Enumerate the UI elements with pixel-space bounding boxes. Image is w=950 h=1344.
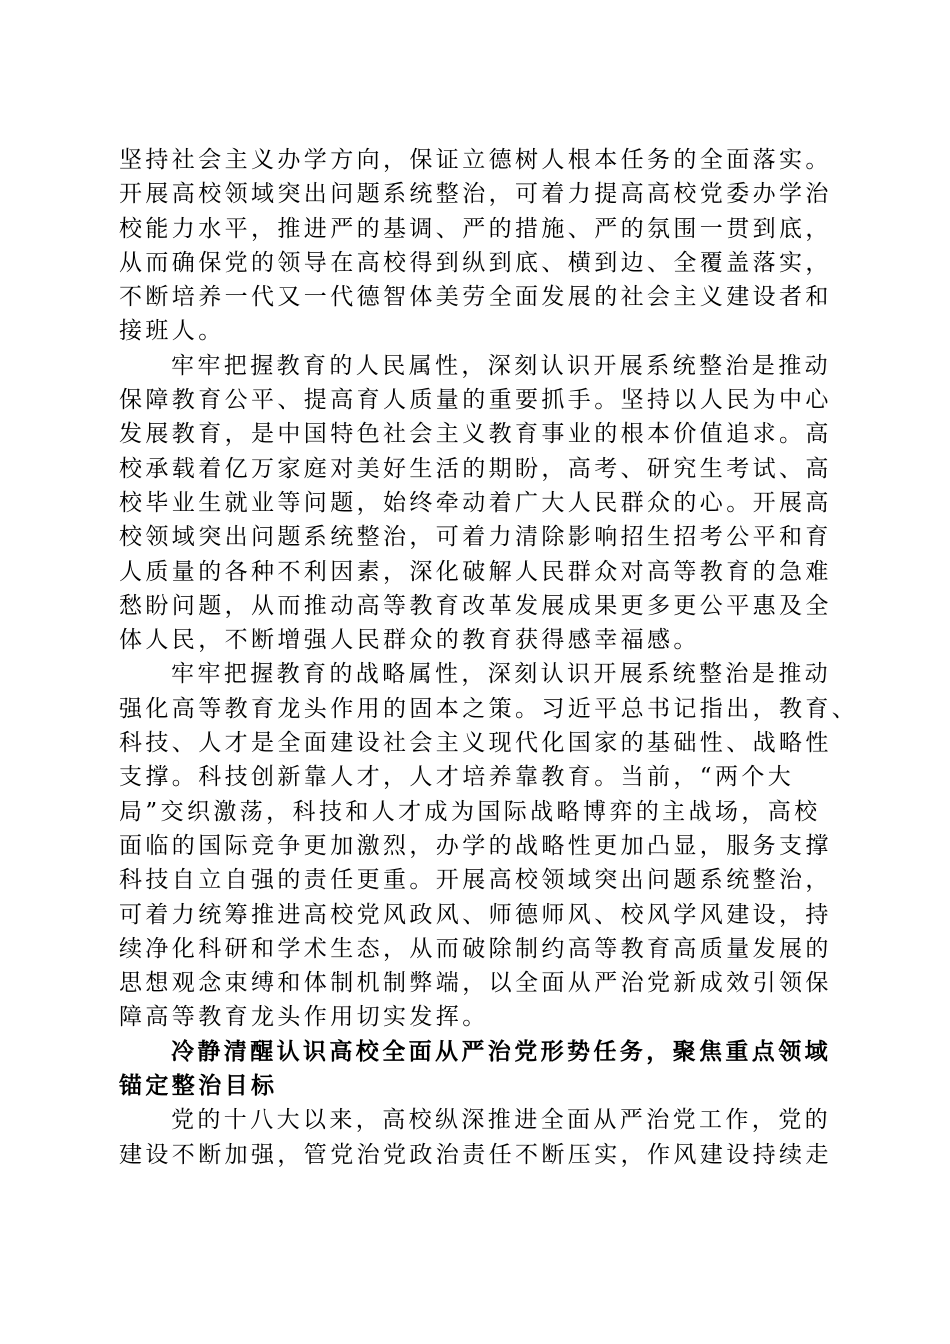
text-line: 牢牢把握教育的战略属性，深刻认识开展系统整治是推动 [171,661,831,688]
text-line: 强化高等教育龙头作用的固本之策。习近平总书记指出，教育、 [119,695,859,722]
text-line: 体人民，不断增强人民群众的教育获得感幸福感。 [119,627,700,654]
section-heading [119,1035,839,1104]
text-line: 校领域突出问题系统整治，可着力清除影响招生招考公平和育 [119,524,832,551]
text-line: 科技、人才是全面建设社会主义现代化国家的基础性、战略性 [119,730,832,757]
heading-line: 锚定整治目标 [119,1073,278,1100]
text-line: 校能力水平，推进严的基调、严的措施、严的氛围一贯到底， [119,215,832,242]
paragraph-3 [119,657,859,1034]
text-line: 可着力统筹推进高校党风政风、师德师风、校风学风建设，持 [119,901,832,928]
text-line: 校毕业生就业等问题，始终牵动着广大人民群众的心。开展高 [119,489,832,516]
text-line: 牢牢把握教育的人民属性，深刻认识开展系统整治是推动 [171,352,831,379]
text-line: 不断培养一代又一代德智体美劳全面发展的社会主义建设者和 [119,284,832,311]
document-body [119,143,859,1172]
text-line: 发展教育，是中国特色社会主义教育事业的根本价值追求。高 [119,421,832,448]
text-line: 坚持社会主义办学方向，保证立德树人根本任务的全面落实。 [119,147,832,173]
text-line: 愁盼问题，从而推动高等教育改革发展成果更多更公平惠及全 [119,592,832,619]
text-line: 支撑。科技创新靠人才，人才培养靠教育。当前，“两个大 [119,764,795,791]
text-line: 保障教育公平、提高育人质量的重要抓手。坚持以人民为中心 [119,387,832,414]
paragraph-1 [119,143,839,349]
text-line: 面临的国际竞争更加激烈，办学的战略性更加凸显，服务支撑 [119,832,832,859]
text-line: 局”交织激荡，科技和人才成为国际战略博弈的主战场，高校 [119,798,821,825]
text-line: 校承载着亿万家庭对美好生活的期盼，高考、研究生考试、高 [119,455,832,482]
text-line: 续净化科研和学术生态，从而破除制约高等教育高质量发展的 [119,935,832,962]
text-line: 科技自立自强的责任更重。开展高校领域突出问题系统整治， [119,867,832,894]
text-line: 思想观念束缚和体制机制弊端，以全面从严治党新成效引领保 [119,970,832,997]
text-line: 障高等教育龙头作用切实发挥。 [119,1004,489,1031]
text-line: 从而确保党的领导在高校得到纵到底、横到边、全覆盖落实， [119,249,832,276]
text-line: 开展高校领域突出问题系统整治，可着力提高高校党委办学治 [119,181,832,208]
text-line: 接班人。 [119,318,225,345]
text-line: 党的十八大以来，高校纵深推进全面从严治党工作，党的 [171,1107,831,1134]
heading-line: 冷静清醒认识高校全面从严治党形势任务，聚焦重点领域 [171,1038,831,1065]
paragraph-4 [119,1103,839,1172]
text-line: 人质量的各种不利因素，深化破解人民群众对高等教育的急难 [119,558,832,585]
text-line: 建设不断加强，管党治党政治责任不断压实，作风建设持续走 [119,1141,832,1168]
paragraph-2 [119,349,839,658]
